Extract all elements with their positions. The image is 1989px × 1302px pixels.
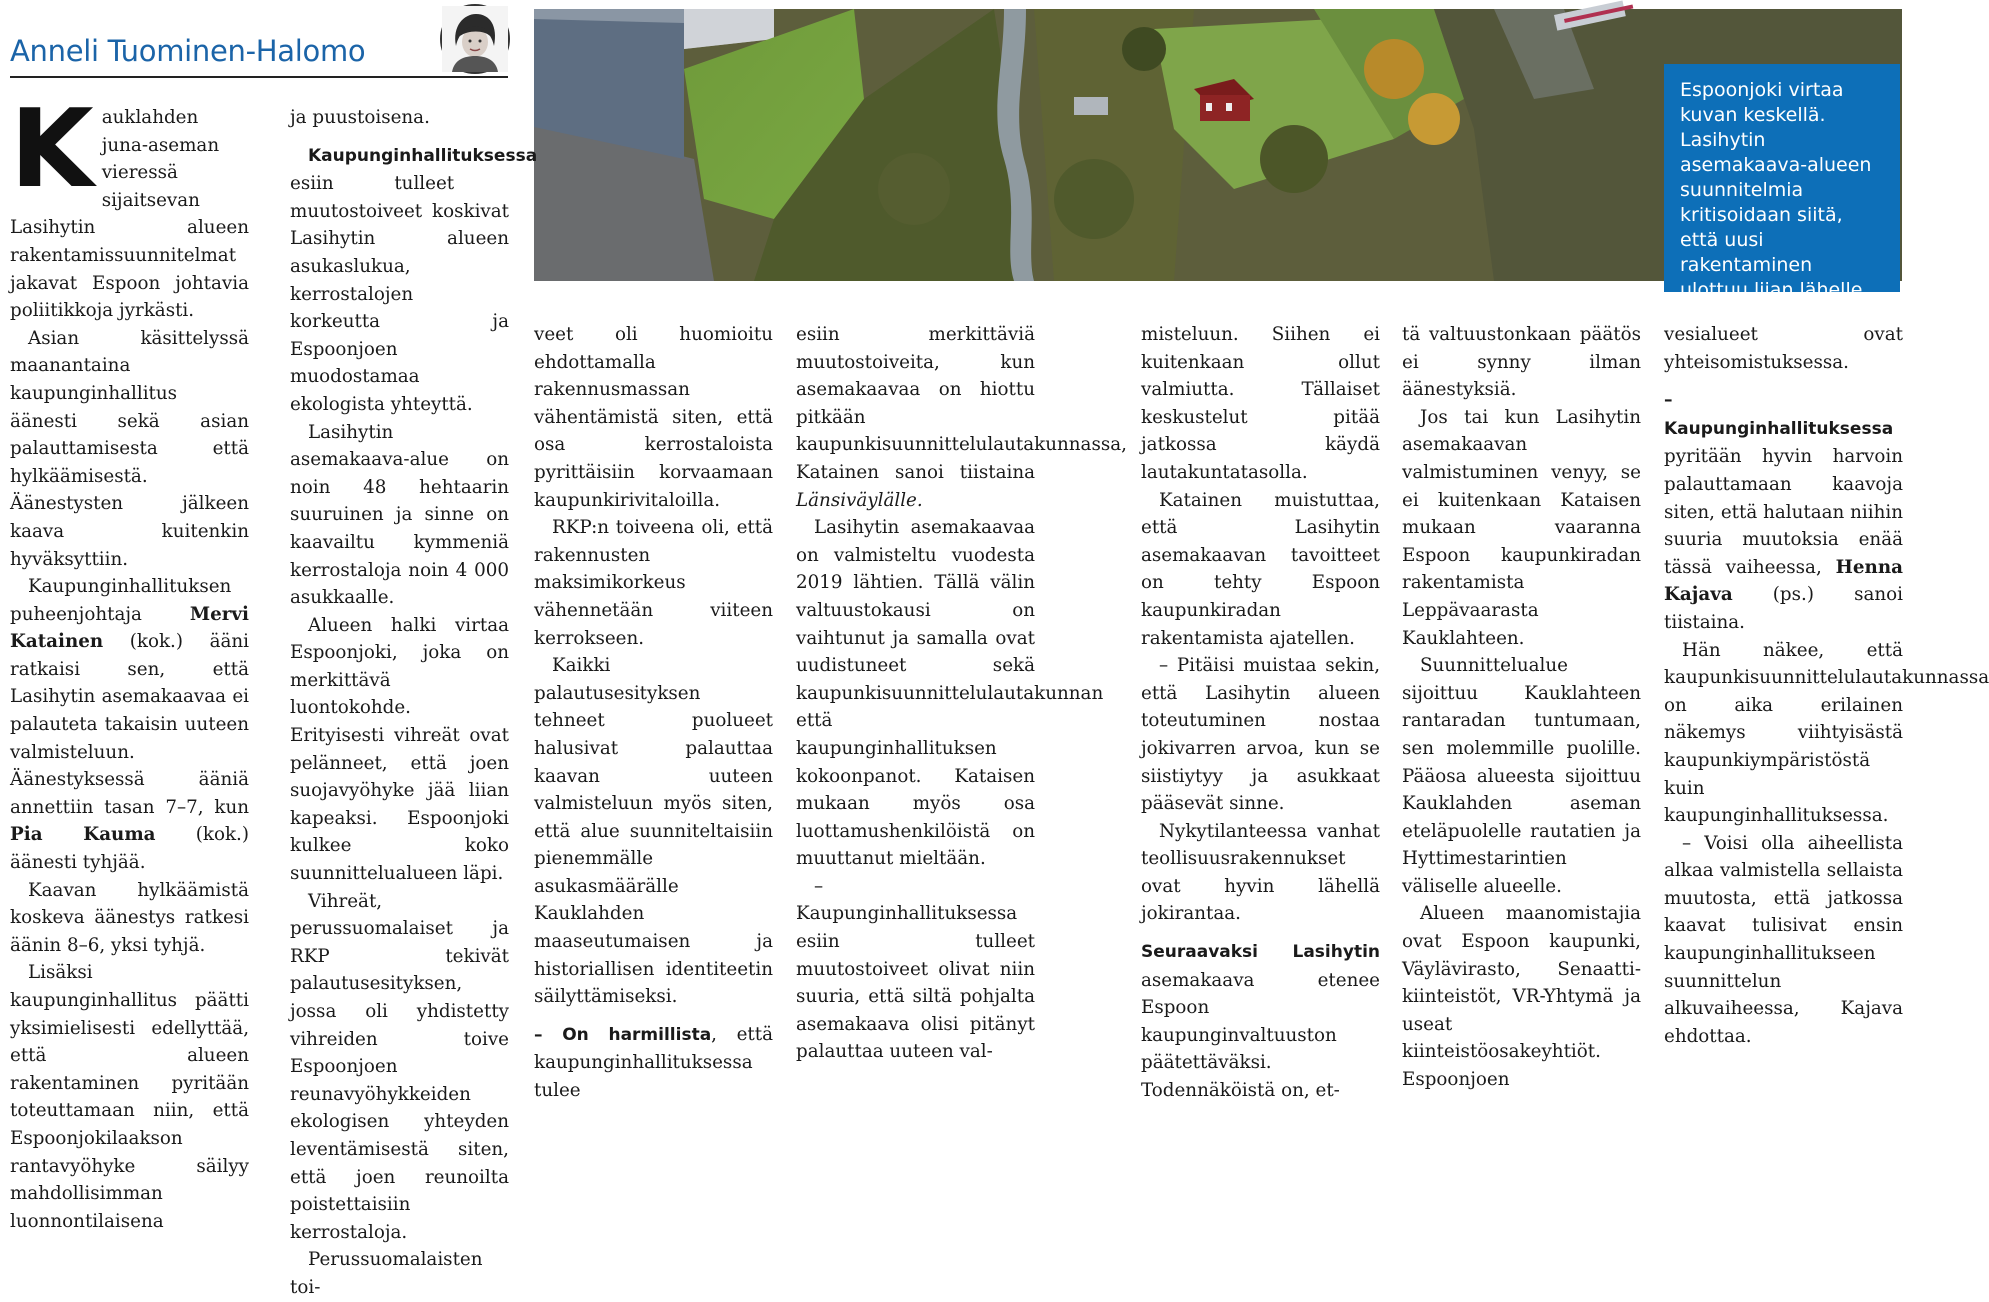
byline-rule <box>10 76 508 78</box>
article-column-2 <box>290 104 538 1298</box>
article-paragraph: Asian käsittelyssä maanantaina kaupunginhallitus äänesti sekä asian palauttamisesta että hylkäämisestä. Äänestysten jälkeen kaava kuitenkin hyväksyttiin. <box>10 327 249 570</box>
article-paragraph: – Kaupunginhallituksessa pyritään hyvin harvoin palauttamaan kaavoja siten, että halutaan niihin suuria muutoksia enää tässä vaiheessa, Henna Kajava (ps.) sanoi tiistaina. <box>1664 390 1903 633</box>
section-lead: Kaupunginhallituksessa <box>308 145 538 166</box>
article-paragraph: Vihreät, perussuomalaiset ja RKP tekivät palautusesityksen, jossa oli yhdistetty vihreiden toive Espoonjoen reunavyöhykkeiden ekologisen yhteyden leventämisestä siten, että joen reunoilta poistettaisiin kerrostaloja. <box>290 890 509 1243</box>
article-paragraph: Kaikki palautusesityksen tehneet puolueet halusivat palauttaa kaavan uuteen valmisteluun myös siten, että alue suunniteltaisiin pienemmälle asukasmäärälle Kauklahden maaseutumaisen ja historiallisen identiteetin säilyttämiseksi. <box>534 655 773 1008</box>
drop-cap: K <box>10 87 94 212</box>
article-paragraph: tä valtuustonkaan päätös ei synny ilman äänestyksiä. <box>1402 324 1641 401</box>
article-paragraph: Hän näkee, että kaupunkisuunnittelulautakunnassa on aika erilainen näkemys viihtyisästä kaupunkiympäristöstä kuin kaupunginhallituksessa. <box>1664 639 1989 827</box>
article-paragraph: misteluun. Siihen ei kuitenkaan ollut valmiutta. Tällaiset keskustelut pitää jatkossa käydä lautakuntatasolla. <box>1141 324 1380 483</box>
article-paragraph: Perussuomalaisten toi- <box>290 1249 483 1298</box>
article-paragraph: RKP:n toiveena oli, että rakennusten maksimikorkeus vähennetään viiteen kerrokseen. <box>534 517 773 649</box>
article-paragraph: Lasihytin asemakaava-alue on noin 48 hehtaarin suuruinen ja sinne on kaavailtu kymmeniä kerrostaloja noin 4 000 asukkaalle. <box>290 421 509 609</box>
article-paragraph: Jos tai kun Lasihytin asemakaavan valmistuminen venyy, se ei kuitenkaan Kataisen mukaan vaaranna Espoon kaupunkiradan rakentamista Leppävaarasta Kauklahteen. <box>1402 406 1641 649</box>
article-paragraph: veet oli huomioitu ehdottamalla rakennusmassan vähentämistä siten, että osa kerrostaloista pyrittäisiin korvaamaan kaupunkirivitaloilla. <box>534 324 773 511</box>
publication-name: Länsiväylälle. <box>796 489 923 511</box>
article-paragraph: ja puustoisena. <box>290 107 430 128</box>
article-column-7 <box>1664 321 1989 1047</box>
article-paragraph: Katainen muistuttaa, että Lasihytin asemakaavan tavoitteet on tehty Espoon kaupunkiradan rakentamista ajatellen. <box>1141 489 1380 649</box>
author-portrait-icon <box>442 6 508 72</box>
article-paragraph: Kaavan hylkäämistä koskeva äänestys ratkesi äänin 8–6, yksi tyhjä. <box>10 879 249 956</box>
article-paragraph: Kauklahden juna-aseman vieressä sijaitsevan Lasihytin alueen rakentamissuunnitelmat jakavat Espoon johtavia poliitikkoja jyrkästi. <box>10 87 249 322</box>
article-column-3 <box>534 321 773 1102</box>
article-paragraph: Nykytilanteessa vanhat teollisuusrakennukset ovat hyvin lähellä jokirantaa. <box>1141 820 1380 925</box>
article-paragraph: Seuraavaksi Lasihytin asemakaava etenee Espoon kaupunginvaltuuston päätettäväksi. Todennäköistä on, et- <box>1141 942 1380 1102</box>
article-column-4 <box>796 321 1127 1063</box>
article-paragraph: – Voisi olla aiheellista alkaa valmistella sellaista muutosta, että jatkossa kaavat tulisivat ensin kaupunginhallitukseen suunnittelun alkuvaiheessa, Kajava ehdottaa. <box>1664 832 1903 1047</box>
byline <box>10 8 508 76</box>
section-lead: Seuraavaksi Lasihytin <box>1141 942 1380 963</box>
article-paragraph: Alueen halki virtaa Espoonjoki, joka on merkittävä luontokohde. Erityisesti vihreät ovat pelänneet, että joen suojavyöhyke jää liian kapeaksi. Espoonjoki kulkee koko suunnittelualueen läpi. <box>290 614 509 885</box>
article-paragraph: Kaupunginhallituksessa esiin tulleet muutostoiveet koskivat Lasihytin alueen asukaslukua, kerrostalojen korkeutta ja Espoonjoen muodostamaa ekologista yhteyttä. <box>290 145 538 415</box>
article-paragraph: Alueen maanomistajia ovat Espoon kaupunki, Väylävirasto, Senaatti-kiinteistöt, VR-Yhtymä ja useat kiinteistöosakeyhtiöt. Espoonjoen <box>1402 903 1641 1091</box>
author-avatar <box>440 4 510 74</box>
section-lead: – Kaupunginhallituksessa <box>1664 390 1894 439</box>
article-paragraph: – Kaupunginhallituksessa esiin tulleet muutostoiveet olivat niin suuria, että siltä pohjalta asemakaava olisi pitänyt palauttaa uuteen val- <box>796 875 1035 1063</box>
article-column-1 <box>10 87 249 1232</box>
article-paragraph: Suunnittelualue sijoittuu Kauklahteen rantaradan tuntumaan, sen molemmille puolille. Pääosa alueesta sijoittuu Kauklahden aseman eteläpuolelle rautatien ja Hyttimestarintien väliselle alueelle. <box>1402 655 1641 897</box>
article-paragraph: Lisäksi kaupunginhallitus päätti yksimielisesti edellyttää, että alueen rakentaminen pyritään toteuttamaan niin, että Espoonjokilaakson rantavyöhyke säilyy mahdollisimman luonnontilaisena <box>10 962 249 1232</box>
article-paragraph: vesialueet ovat yhteisomistuksessa. <box>1664 324 1903 373</box>
article-paragraph: esiin merkittäviä muutostoiveita, kun asemakaavaa on hiottu pitkään kaupunkisuunnittelulautakunnassa, Katainen sanoi tiistaina Länsiväylälle. <box>796 324 1127 511</box>
article-paragraph: Lasihytin asemakaavaa on valmisteltu vuodesta 2019 lähtien. Tällä välin valtuustokausi on vaihtunut ja samalla ovat uudistuneet sekä kaupunkisuunnittelulautakunnan että kaupunginhallituksen kokoonpanot. Kataisen mukaan myös osa luottamushenkilöistä on muuttanut mieltään. <box>796 517 1104 870</box>
person-name: Mervi Katainen <box>10 603 249 653</box>
author-name: Anneli Tuominen-Halomo <box>10 34 366 68</box>
article-paragraph: – On harmillista, että kaupunginhallituksessa tulee <box>534 1023 773 1102</box>
person-name: Pia Kauma <box>10 824 156 846</box>
person-name: Henna Kajava <box>1664 556 1903 606</box>
photo-caption: Espoonjoki virtaa kuvan keskellä. Lasihytin asemakaava-alueen suunnitelmia kritisoidaan siitä, että uusi rakentaminen ulottuu liian lähelle jokea. <box>1664 64 1900 292</box>
section-lead: – On harmillista <box>534 1024 712 1045</box>
article-column-5 <box>1141 321 1380 1102</box>
article-paragraph: Kaupunginhallituksen puheenjohtaja Mervi Katainen (kok.) ääni ratkaisi sen, että Lasihytin asemakaavaa ei palauteta takaisin uuteen valmisteluun. Äänestyksessä ääniä annettiin tasan 7–7, kun Pia Kauma (kok.) äänesti tyhjää. <box>10 576 249 874</box>
article-column-6 <box>1402 321 1641 1091</box>
article-paragraph: – Pitäisi muistaa sekin, että Lasihytin alueen toteutuminen nostaa jokivarren arvoa, kun se siistiytyy ja asukkaat pääsevät sinne. <box>1141 655 1380 815</box>
